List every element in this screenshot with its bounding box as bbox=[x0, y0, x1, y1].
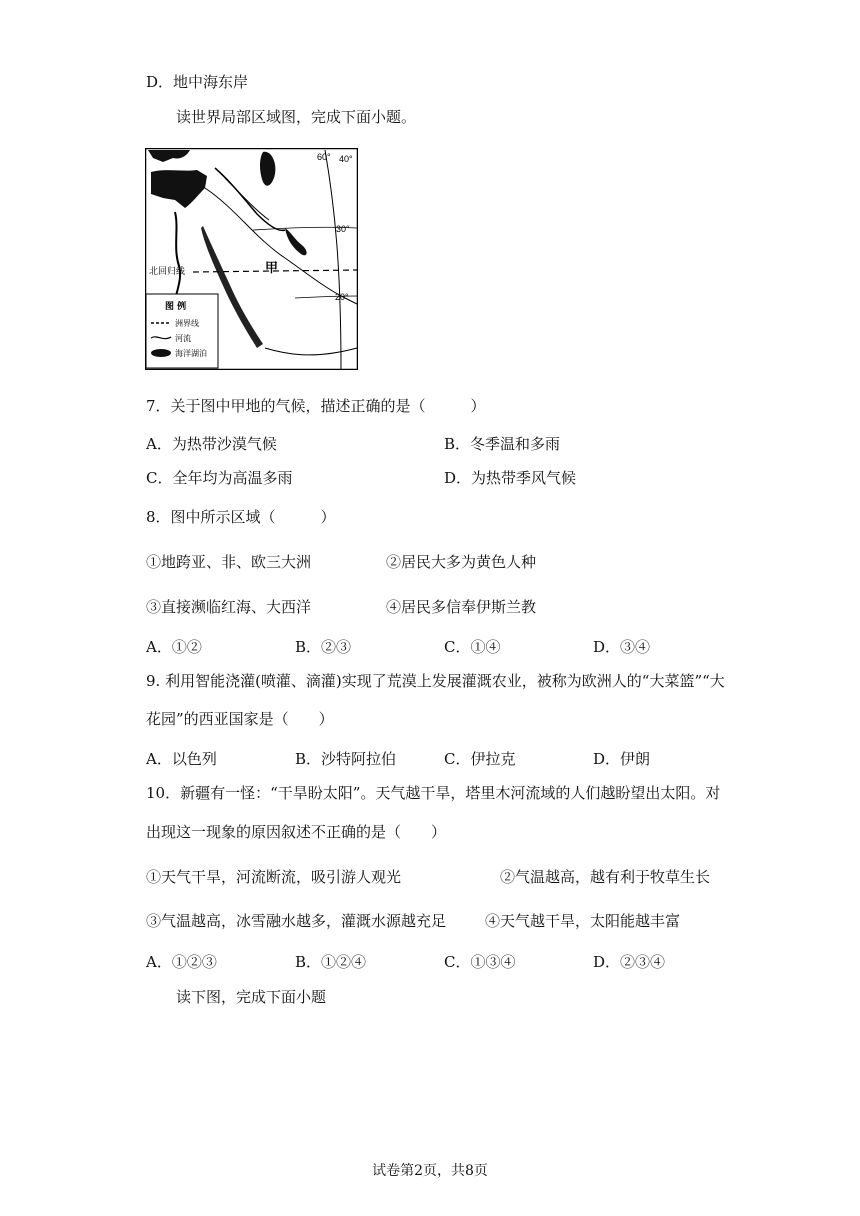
q10-statement-4: ④天气越干旱，太阳能越丰富 bbox=[485, 912, 681, 930]
q10-statement-2: ②气温越高，越有利于牧草生长 bbox=[500, 868, 711, 886]
q10-option-b: B．①②④ bbox=[295, 953, 367, 971]
q8-statement-2: ②居民大多为黄色人种 bbox=[386, 553, 537, 571]
q7-option-b: B．冬季温和多雨 bbox=[444, 435, 561, 453]
q10-option-c: C．①③④ bbox=[444, 953, 516, 971]
q7-option-d: D．为热带季风气候 bbox=[444, 469, 577, 487]
q9-option-a: A．以色列 bbox=[146, 750, 217, 768]
q10-statement-3: ③气温越高，冰雪融水越多，灌溉水源越充足 bbox=[146, 912, 447, 930]
question-10-stem-line1: 10．新疆有一怪：“干旱盼太阳”。天气越干旱，塔里木河流域的人们越盼望出太阳。对 bbox=[146, 784, 721, 802]
region-map bbox=[145, 148, 358, 370]
map-intro: 读世界局部区域图，完成下面小题。 bbox=[176, 108, 417, 126]
lat-label-40: 40° bbox=[339, 154, 353, 164]
lat-label-30: 30° bbox=[336, 224, 350, 234]
q8-statement-4: ④居民多信奉伊斯兰教 bbox=[386, 598, 537, 616]
q9-option-b: B．沙特阿拉伯 bbox=[295, 750, 397, 768]
question-7-stem: 7．关于图中甲地的气候，描述正确的是（ ） bbox=[146, 397, 486, 415]
q8-statement-1: ①地跨亚、非、欧三大洲 bbox=[146, 553, 312, 571]
lon-label: 60° bbox=[317, 152, 331, 162]
q7-option-c: C．全年均为高温多雨 bbox=[146, 469, 293, 487]
q9-option-d: D．伊朗 bbox=[593, 750, 651, 768]
q7-option-a: A．为热带沙漠气候 bbox=[146, 435, 277, 453]
q10-option-a: A．①②③ bbox=[146, 953, 217, 971]
next-figure-intro: 读下图，完成下面小题 bbox=[176, 988, 327, 1006]
legend-water: 海洋湖泊 bbox=[175, 349, 207, 358]
legend-title: 图 例 bbox=[165, 302, 187, 312]
q8-option-c: C．①④ bbox=[444, 638, 501, 656]
tropic-label: 北回归线 bbox=[149, 267, 186, 277]
q10-statement-1: ①天气干旱，河流断流，吸引游人观光 bbox=[146, 868, 402, 886]
q8-option-a: A．①② bbox=[146, 638, 202, 656]
legend-boundary: 洲界线 bbox=[175, 319, 199, 328]
question-8-stem: 8．图中所示区域（ ） bbox=[146, 508, 336, 526]
region-jia-label: 甲 bbox=[265, 261, 279, 276]
q8-option-d: D．③④ bbox=[593, 638, 651, 656]
q9-option-c: C．伊拉克 bbox=[444, 750, 516, 768]
question-10-stem-line2: 出现这一现象的原因叙述不正确的是（ ） bbox=[146, 823, 447, 841]
q8-statement-3: ③直接濒临红海、大西洋 bbox=[146, 598, 312, 616]
question-9-stem-line2: 花园”的西亚国家是（ ） bbox=[146, 710, 334, 728]
previous-option-d: D．地中海东岸 bbox=[146, 73, 249, 91]
page-footer: 试卷第2页，共8页 bbox=[372, 1163, 488, 1179]
lat-label-20: 20° bbox=[335, 292, 349, 302]
question-9-stem-line1: 9. 利用智能浇灌(喷灌、滴灌)实现了荒漠上发展灌溉农业，被称为欧洲人的“大菜篮”“大 bbox=[146, 672, 725, 690]
legend-river: 河流 bbox=[175, 334, 191, 343]
q10-option-d: D．②③④ bbox=[593, 953, 666, 971]
q8-option-b: B．②③ bbox=[295, 638, 352, 656]
